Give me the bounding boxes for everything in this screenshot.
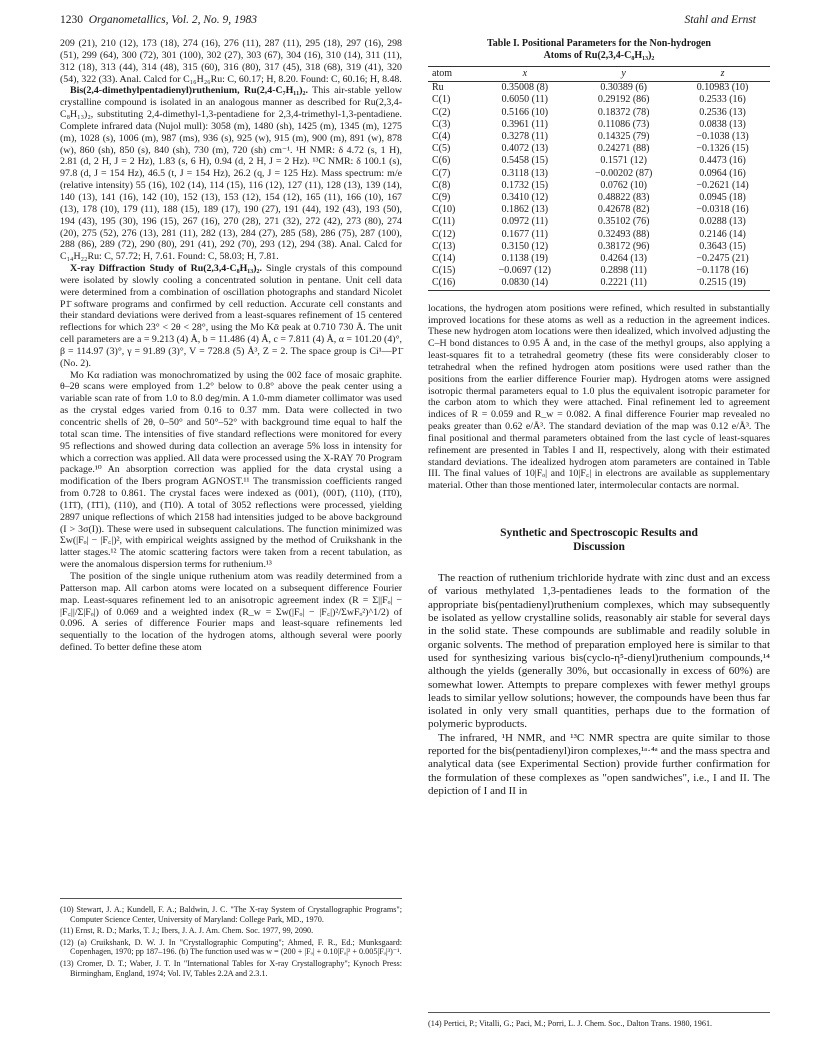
mo-radiation-paragraph: Mo Kα radiation was monochromatized by using the 002 face of mosaic graphite. θ–2θ scans were employed from 1.2° below to 0.8° above the peak center using a variable scan rate of from 1.0 to 8.0 deg/min. A 1.0-mm diameter collimator was used as the crystal edges varied from 0.16 to 0.37 mm. Data were collected in two concentric shells of 2θ, 0–50° and 50°–52° with background time equal to half the total scan time. The intensities of five standard reflections were monitored for every 95 reflections and showed during data collection an average 5% loss in intensity for which a correction was applied. All data were processed using the X-RAY 70 Program package.¹⁰ An absorption correction was applied for the data crystal using a modification of the Ibers program AGNOST.¹¹ The transmission coefficients ranged from 0.728 to 0.861. The crystal faces were indexed as (001), (001̄), (110), (1̄1̄0), (11̄1̄), (1̄1̄1), (110), and (1̄10). A total of 3052 reflections were processed, yielding 2897 unique reflections of which 2158 had intensities judged to be above background (I > 3σ(I)). These were used in subsequent calculations. The function minimized was Σw(|Fₒ| − |F꜀|)², with empirical weights assigned by the method of Cruikshank in the latter stages.¹² The atomic scattering factors were taken from a recent tabulation, as were the anomalous dispersion terms for ruthenium.¹³ bbox=[60, 369, 402, 571]
cell-y: 0.1571 (12) bbox=[600, 155, 647, 167]
footnote-12: (12) (a) Cruikshank, D. W. J. In "Crystallographic Computing"; Ahmed, F. R., Ed.; Munksgaard: Copenhagen, 1970; pp 187–196. (b) The function used was w = (200 + |Fₒ| + 0.10|Fₒ|² + 0.005|Fₒ|³)⁻¹. bbox=[60, 937, 402, 957]
table-row bbox=[428, 241, 770, 253]
cell-x: 0.3150 (12) bbox=[501, 240, 549, 252]
continued-mass-spectrum-paragraph: 209 (21), 210 (12), 173 (18), 274 (16), 276 (11), 287 (11), 295 (18), 297 (16), 298 (51), 299 (64), 300 (72), 301 (100), 302 (27), 303 (67), 304 (16), 310 (14), 311 (11), 312 (18), 313 (44), 314 (48), 315 (60), 316 (80), 317 (45), 318 (68), 319 (41), 320 (54), 322 (33). Anal. Calcd for C₁₆H₂₆Ru: C, 60.17; H, 8.20. Found: C, 60.16; H, 8.48. bbox=[60, 38, 402, 85]
page-number: 1230 bbox=[60, 14, 83, 26]
cell-x: 0.0830 (14) bbox=[477, 277, 572, 290]
table-row bbox=[428, 253, 770, 265]
table-row bbox=[428, 94, 770, 106]
table-row bbox=[428, 277, 770, 290]
table-caption-line-2: Atoms of Ru(2,3,4-C₈H₁₃)₂ bbox=[543, 50, 655, 61]
cell-atom: C(12) bbox=[432, 228, 456, 240]
table-row bbox=[428, 265, 770, 277]
cell-z: 0.3643 (15) bbox=[699, 240, 746, 252]
cell-x: 0.5458 (15) bbox=[501, 155, 549, 167]
cell-z: −0.1038 (13) bbox=[696, 131, 749, 143]
cell-atom: C(2) bbox=[432, 106, 451, 118]
cell-z: 0.2146 (14) bbox=[699, 228, 746, 240]
cell-atom: C(6) bbox=[432, 155, 451, 167]
cell-x: −0.0697 (12) bbox=[498, 265, 551, 277]
cell-z: −0.2621 (14) bbox=[696, 179, 749, 191]
cell-z: 0.2536 (13) bbox=[699, 106, 746, 118]
page-header bbox=[60, 14, 756, 34]
cell-y: 0.11086 (73) bbox=[598, 118, 650, 130]
cell-y: 0.29192 (86) bbox=[597, 94, 650, 106]
cell-atom: C(9) bbox=[432, 192, 451, 204]
cell-atom: C(8) bbox=[432, 179, 451, 191]
cell-y: 0.42678 (82) bbox=[597, 204, 650, 216]
cell-z: 0.0964 (16) bbox=[699, 167, 746, 179]
footnote-14: (14) Pertici, P.; Vitalli, G.; Paci, M.; Porri, L. J. Chem. Soc., Dalton Trans. 1980, 1961. bbox=[428, 1019, 713, 1028]
section-title bbox=[428, 526, 770, 554]
header-z: z bbox=[675, 67, 770, 82]
header-y: y bbox=[572, 67, 675, 82]
table-row bbox=[428, 216, 770, 228]
table-header-row bbox=[428, 67, 770, 82]
header-left bbox=[60, 14, 257, 26]
cell-x: 0.4072 (13) bbox=[501, 143, 549, 155]
cell-atom: C(15) bbox=[432, 265, 456, 277]
cell-y: 0.30389 (6) bbox=[600, 82, 647, 94]
cell-y: 0.18372 (78) bbox=[597, 106, 650, 118]
volume-issue: Vol. 2, No. 9, 1983 bbox=[171, 14, 257, 26]
cell-z: −0.2475 (21) bbox=[696, 253, 749, 265]
cell-y: 0.4264 (13) bbox=[600, 253, 647, 265]
results-body bbox=[428, 572, 770, 798]
table-body bbox=[428, 82, 770, 290]
cell-z: 0.0288 (13) bbox=[699, 216, 746, 228]
footnotes-left bbox=[60, 898, 402, 980]
table-row bbox=[428, 107, 770, 119]
cell-x: 0.3410 (12) bbox=[501, 192, 549, 204]
journal-name: Organometallics, bbox=[88, 14, 169, 26]
table-caption bbox=[428, 38, 770, 62]
cell-z: 0.2533 (16) bbox=[699, 94, 746, 106]
results-paragraph-2: The infrared, ¹H NMR, and ¹³C NMR spectra are quite similar to those reported for the bis(pentadienyl)iron complexes,¹ᵃ·⁴ᵃ and the mass spectra and analytical data (see Experimental Section) provide further confirmation for the formulation of these complexes as "open sandwiches", i.e., I and II. The depiction of I and II in bbox=[428, 731, 770, 797]
cell-x: 0.1677 (11) bbox=[501, 228, 548, 240]
cell-y: 0.24271 (88) bbox=[597, 143, 650, 155]
table-row bbox=[428, 82, 770, 95]
xray-heading: X-ray Diffraction Study of Ru(2,3,4-C₈H₁₃)₂. bbox=[70, 263, 262, 275]
footnote-11: (11) Ernst, R. D.; Marks, T. J.; Ibers, J. A. J. Am. Chem. Soc. 1977, 99, 2090. bbox=[60, 926, 314, 936]
results-paragraph-1: The reaction of ruthenium trichloride hydrate with zinc dust and an excess of various methylated 1,3-pentadienes leads to the formation of the appropriate bis(pentadienyl)ruthenium complexes, which may subsequently be isolated as yellow crystalline solids, reasonably air stable for several days in the solid state. These compounds are sublimable and readily soluble in organic solvents. The method of preparation employed here is similar to that used for synthesizing various bis(cyclo-η⁵-dienyl)ruthenium compounds,¹⁴ although the yields (generally 30%, but occasionally in excess of 60%) are somewhat lower. Attempts to prepare complexes with fewer methyl groups leads to similar yellow solutions; however, the compounds have been thus far isolated in only very small quantities, perhaps due to the formation of polymeric byproducts. bbox=[428, 572, 770, 731]
cell-z: 0.2515 (19) bbox=[675, 277, 770, 290]
cell-y: 0.2898 (11) bbox=[600, 265, 647, 277]
cell-x: 0.3961 (11) bbox=[501, 118, 548, 130]
cell-atom: C(13) bbox=[432, 240, 456, 252]
cell-atom: C(11) bbox=[432, 216, 455, 228]
header-x: x bbox=[477, 67, 572, 82]
cell-atom: C(16) bbox=[428, 277, 477, 290]
cell-atom: C(3) bbox=[432, 118, 451, 130]
cell-z: 0.10983 (10) bbox=[696, 82, 749, 94]
cell-atom: Ru bbox=[432, 82, 444, 94]
table-row bbox=[428, 229, 770, 241]
cell-x: 0.1862 (13) bbox=[501, 204, 549, 216]
section-title-line-2: Discussion bbox=[573, 541, 625, 554]
table-row bbox=[428, 119, 770, 131]
cell-atom: C(14) bbox=[432, 253, 456, 265]
cell-z: 0.0838 (13) bbox=[699, 118, 746, 130]
cell-atom: C(7) bbox=[432, 167, 451, 179]
cell-z: 0.0945 (18) bbox=[699, 192, 746, 204]
cell-y: 0.32493 (88) bbox=[597, 228, 650, 240]
hydrogen-locations-paragraph: locations, the hydrogen atom positions were refined, which resulted in substantially improved locations for these atoms as well as a reduction in the agreement indices. These new hydrogen atom locations were then idealized, which involved adjusting the C–H bond distances to 0.95 Å and, in the case of the methyl groups, also applying a least-squares fit to a tetrahedral geometry (these fits were considerably closer to tetrahedral when the refined hydrogen atom positions were used rather than the positions from the earlier difference Fourier map). Hydrogen atoms were assigned isotropic thermal parameters equal to 1.0 plus the equivalent isotropic parameter for the carbon atom to which they were attached. Final refinement led to agreement indices of R = 0.059 and R_w = 0.082. A final difference Fourier map revealed no peaks greater than 0.62 e/Å³. The standard deviation of the map was 0.12 e/Å³. The final positional and thermal parameters obtained from the last cycle of least-squares refinement are presented in Tables I and II, respectively, along with their estimated standard deviations. The idealized hydrogen atom parameters are contained in Table III. The final values of 10|Fₒ| and 10|F꜀| in electrons are available as supplementary material. Other than those mentioned later, intermolecular contacts are normal. bbox=[428, 302, 770, 492]
cell-z: −0.1178 (16) bbox=[696, 265, 749, 277]
cell-x: 0.35008 (8) bbox=[501, 82, 549, 94]
cell-z: 0.4473 (16) bbox=[699, 155, 746, 167]
left-column bbox=[60, 38, 402, 654]
ru-compound-heading: Bis(2,4-dimethylpentadienyl)ruthenium, Ru(2,4-C₇H₁₁)₂. bbox=[70, 85, 308, 97]
cell-x: 0.1732 (15) bbox=[501, 179, 549, 191]
cell-atom: C(4) bbox=[432, 131, 451, 143]
cell-atom: C(5) bbox=[432, 143, 451, 155]
table-positional-parameters bbox=[428, 38, 770, 291]
right-column bbox=[428, 38, 770, 798]
table-row bbox=[428, 143, 770, 155]
cell-y: 0.14325 (79) bbox=[597, 131, 650, 143]
section-title-line-1: Synthetic and Spectroscopic Results and bbox=[500, 527, 698, 540]
table-row bbox=[428, 204, 770, 216]
header-authors: Stahl and Ernst bbox=[684, 14, 756, 26]
header-atom: atom bbox=[428, 67, 477, 82]
cell-y: 0.0762 (10) bbox=[600, 179, 647, 191]
cell-y: 0.38172 (96) bbox=[597, 240, 650, 252]
cell-z: −0.1326 (15) bbox=[696, 143, 749, 155]
table-row bbox=[428, 131, 770, 143]
cell-x: 0.1138 (19) bbox=[501, 253, 548, 265]
cell-x: 0.6050 (11) bbox=[501, 94, 548, 106]
footnotes-right bbox=[428, 1012, 770, 1031]
cell-x: 0.3278 (11) bbox=[501, 131, 548, 143]
cell-x: 0.0972 (11) bbox=[501, 216, 548, 228]
cell-y: −0.00202 (87) bbox=[594, 167, 653, 179]
footnote-10: (10) Stewart, J. A.; Kundell, F. A.; Baldwin, J. C. "The X-ray System of Crystallographic Programs"; Computer Science Center, University of Maryland: College Park, MD., 1970. bbox=[60, 905, 402, 924]
xray-body: Single crystals of this compound were isolated by slowly cooling a concentrated solution in pentane. Unit cell data were determined from a combination of oscillation photographs and standard Nicolet P1̄ software programs and confirmed by cell reduction. Accurate cell constants and their standard deviations were derived from a least-squares refinement of 15 centered reflections for which 23° < 2θ < 28°, using the Mo Kᾱ peak at 0.710 730 Å. The unit cell parameters are a = 9.213 (4) Å, b = 11.486 (4) Å, c = 7.811 (4) Å, α = 101.20 (4)°, β = 114.97 (3)°, γ = 91.89 (3)°, V = 728.8 (5) Å³, Z = 2. The space group is Ci¹—P1̄ (No. 2). bbox=[60, 263, 402, 369]
positional-parameters-table bbox=[428, 66, 770, 291]
cell-y: 0.2221 (11) bbox=[572, 277, 675, 290]
table-row bbox=[428, 168, 770, 180]
ru-compound-paragraph bbox=[60, 85, 402, 263]
table-row bbox=[428, 155, 770, 167]
table-caption-line-1: Table I. Positional Parameters for the Non-hydrogen bbox=[487, 38, 711, 49]
cell-x: 0.5166 (10) bbox=[501, 106, 549, 118]
cell-y: 0.35102 (76) bbox=[597, 216, 650, 228]
footnote-13: (13) Cromer, D. T.; Waber, J. T. In "International Tables for X-ray Crystallography"; Kynoch Press: Birmingham, England, 1974; Vol. IV, Tables 2.2A and 2.3.1. bbox=[60, 958, 402, 978]
table-row bbox=[428, 192, 770, 204]
cell-atom: C(10) bbox=[432, 204, 456, 216]
cell-z: −0.0318 (16) bbox=[696, 204, 749, 216]
cell-atom: C(1) bbox=[432, 94, 451, 106]
xray-paragraph bbox=[60, 263, 402, 370]
cell-y: 0.48822 (83) bbox=[597, 192, 650, 204]
refinement-paragraph: The position of the single unique ruthenium atom was readily determined from a Patterson map. All carbon atoms were located on a subsequent difference Fourier map. Least-squares refinement led to an anisotropic agreement index (R = Σ||Fₒ| − |F꜀||/Σ|Fₒ|) of 0.069 and a weighted index (R_w = Σw(|Fₒ| − |F꜀|)²/ΣwFₒ²)^1/2) of 0.096. A series of difference Fourier maps and least-square refinements led sequentially to the location of the hydrogen atoms, although several were poorly defined. To better define these atom bbox=[60, 570, 402, 654]
ru-compound-body: This air-stable yellow crystalline compound is isolated in an analogous manner as described for Ru(2,3,4-C₈H₁₃)₂, substituting 2,4-dimethyl-1,3-pentadiene for 2,3,4-trimethyl-1,3-pentadiene. Complete infrared data (Nujol mull): 3058 (m), 1480 (sh), 1425 (m), 1345 (m), 1275 (m), 1028 (s), 1006 (m), 987 (ms), 936 (s), 925 (w), 915 (m), 900 (m), 891 (w), 878 (w), 860 (sh), 850 (s), 840 (sh), 730 (m), 720 (sh) cm⁻¹. ¹H NMR: δ 4.72 (s, 1 H), 2.81 (d, 2 H, J = 2 Hz), 1.83 (s, 6 H), 0.94 (d, 2 H, J = 2 Hz). ¹³C NMR: δ 100.1 (s), 97.8 (d, J = 154 Hz), 46.5 (t, J = 154 Hz), 26.2 (q, J = 125 Hz). Mass spectrum: m/e (relative intensity) 55 (16), 102 (14), 114 (15), 116 (12), 127 (11), 128 (13), 139 (14), 140 (13), 141 (16), 142 (10), 152 (13), 153 (12), 154 (12), 165 (11), 166 (10), 167 (13), 178 (10), 179 (11), 188 (15), 189 (17), 190 (27), 191 (44), 192 (43), 193 (50), 194 (43), 195 (30), 196 (15), 267 (16), 270 (28), 271 (32), 272 (42), 273 (80), 274 (20), 275 (52), 276 (13), 281 (11), 282 (13), 284 (27), 285 (58), 286 (75), 287 (100), 288 (86), 289 (72), 290 (80), 291 (41), 292 (70), 293 (12), 294 (38). Anal. Calcd for C₁₄H₂₂Ru: C, 57.72; H, 7.61. Found: C, 58.03; H, 7.81. bbox=[60, 85, 402, 263]
cell-x: 0.3118 (13) bbox=[501, 167, 548, 179]
table-row bbox=[428, 180, 770, 192]
